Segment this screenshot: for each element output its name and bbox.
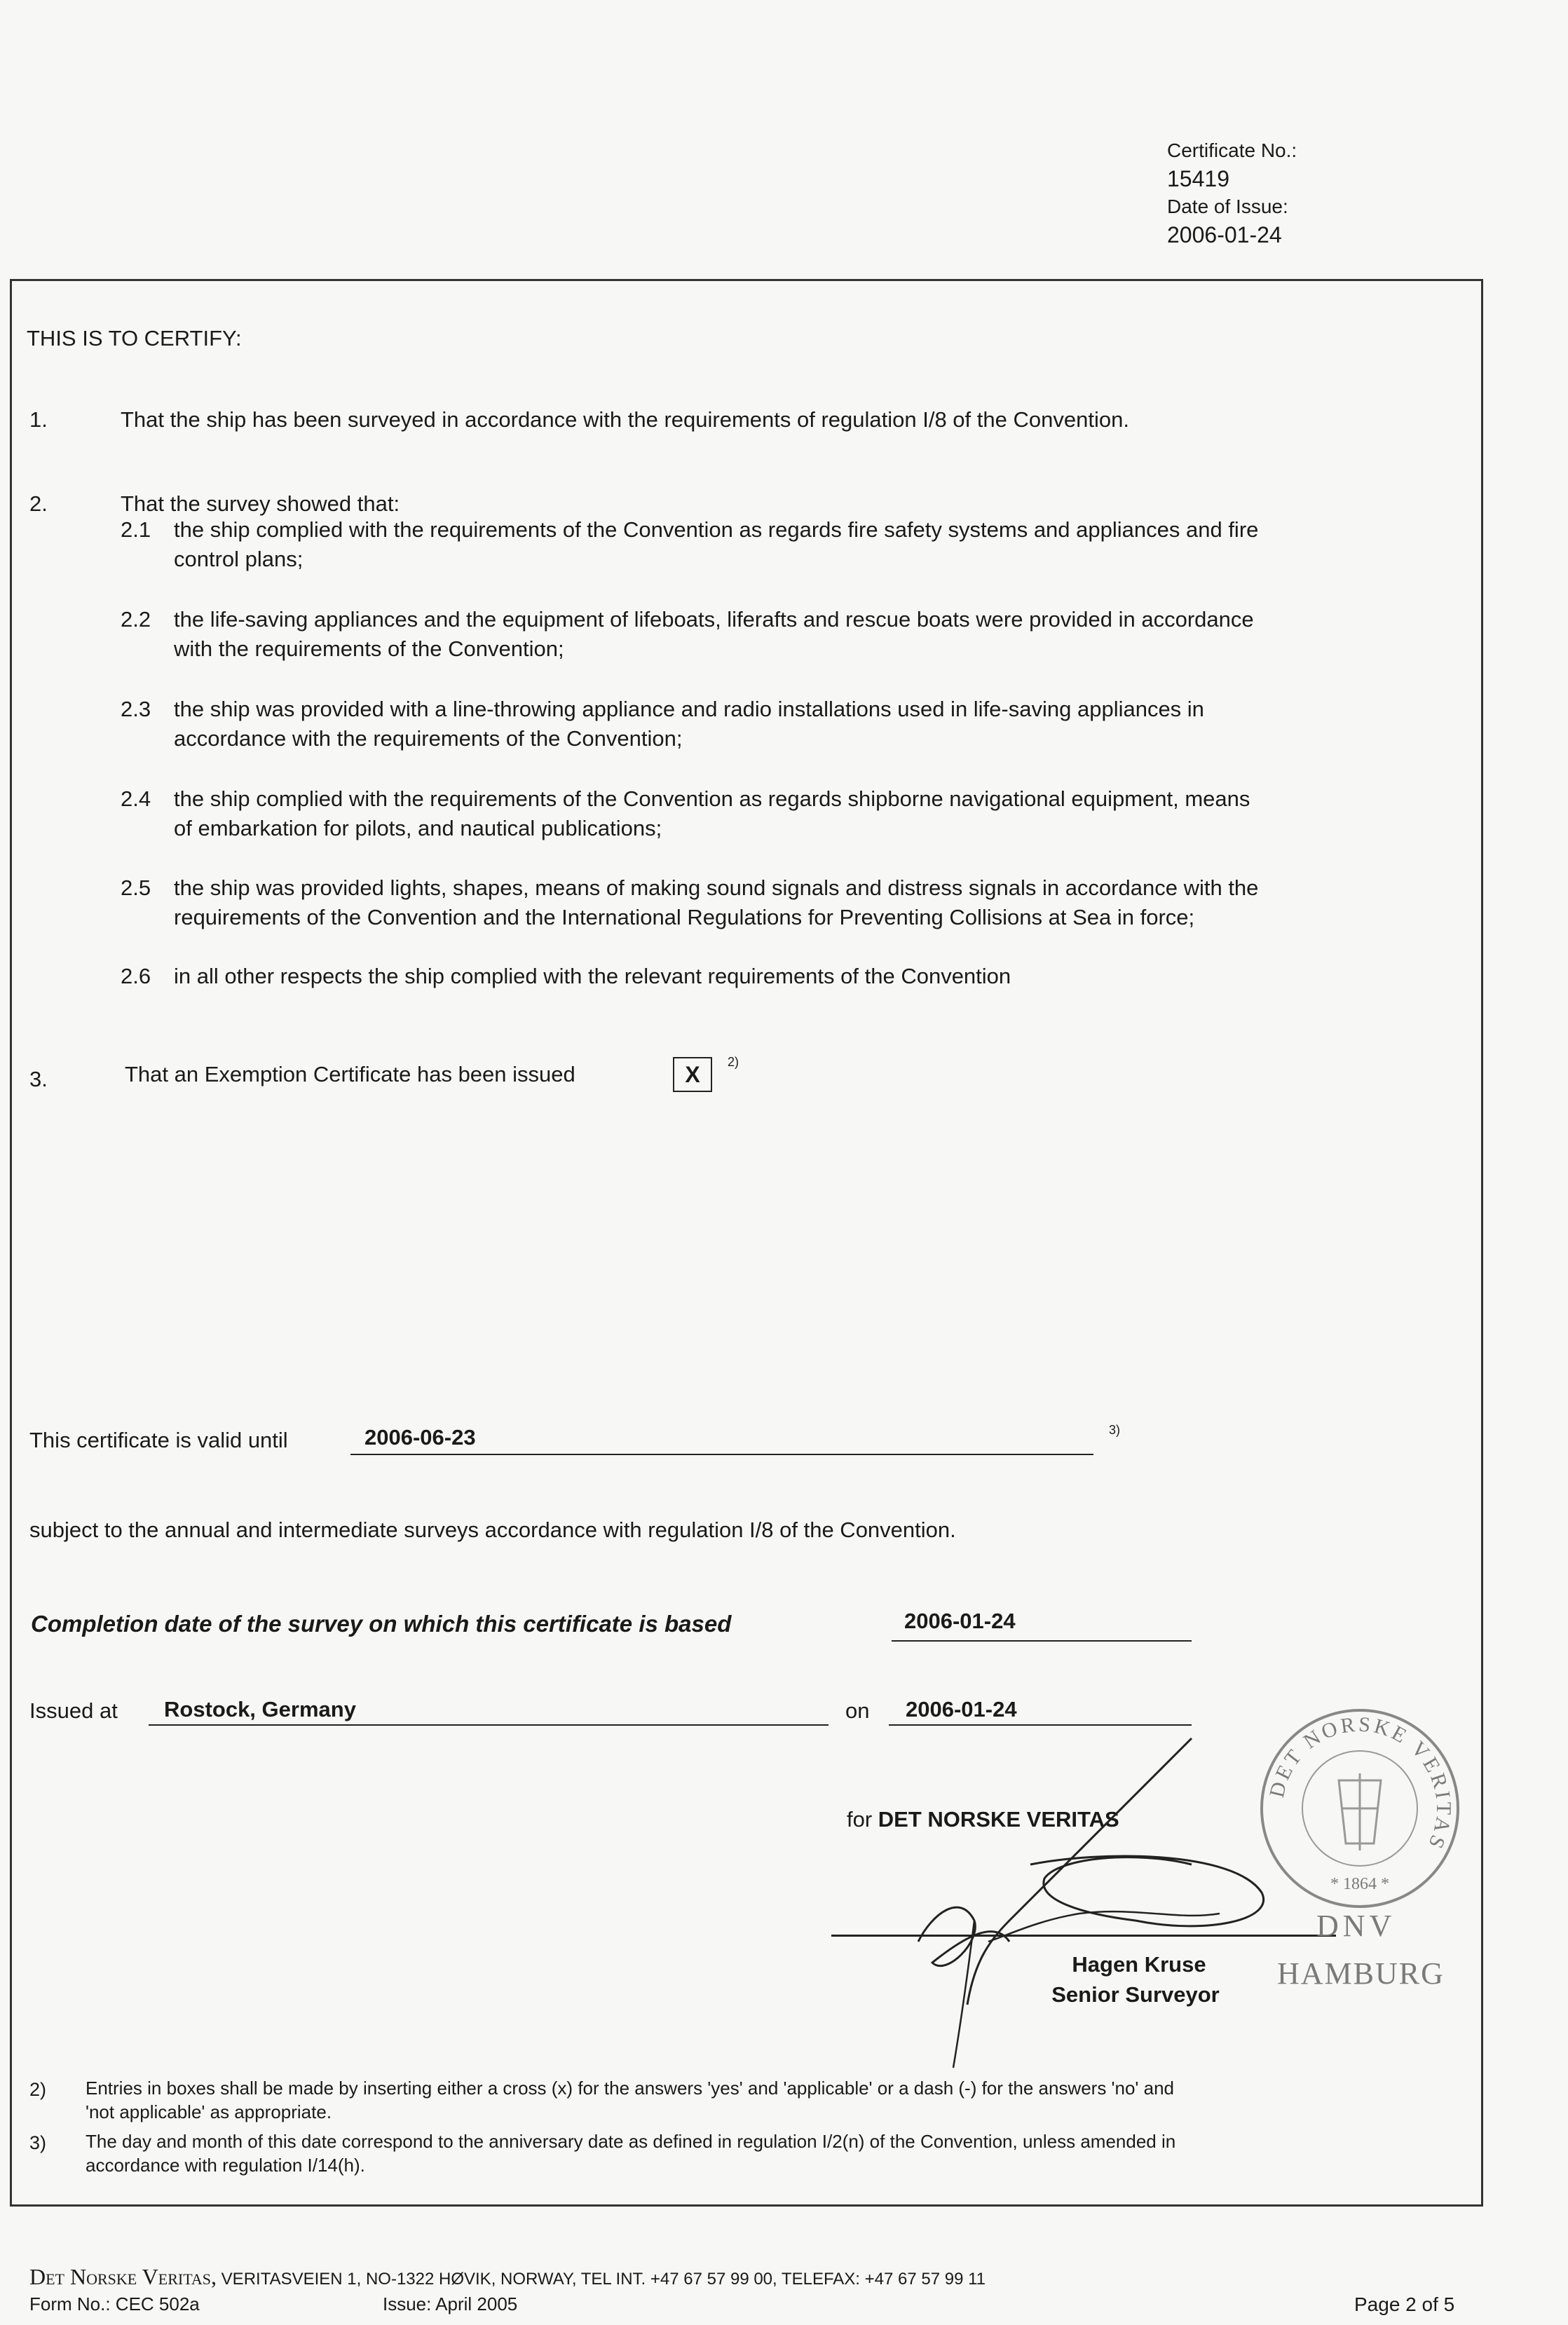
subitem-text: the ship complied with the requirements of the Convention as regards fire safety systems and appliances and fire control plans;: [174, 517, 1259, 571]
valid-until-date: 2006-06-23: [364, 1425, 476, 1450]
on-label: on: [845, 1698, 870, 1723]
show-through-text: [561, 0, 568, 33]
issued-place: Rostock, Germany: [164, 1697, 356, 1721]
subitem-text: the ship was provided with a line-throwing appliance and radio installations used in life-saving appliances in accordance with the requirements of the Convention;: [174, 697, 1204, 751]
footnote-ref: 2): [728, 1055, 739, 1069]
date-of-issue-label: Date of Issue:: [1167, 196, 1288, 217]
footer-page-number: Page 2 of 5: [1354, 2293, 1455, 2315]
footnote-text: The day and month of this date correspond to the anniversary date as defined in regulation I/2(n) of the Convention, unless amended in accordance with regulation I/14(h).: [86, 2131, 1176, 2176]
handwritten-signature: [869, 1710, 1304, 2075]
issued-at-label: Issued at: [29, 1698, 118, 1723]
footnote-number: 2): [29, 2079, 47, 2100]
footnote-ref: 3): [1109, 1423, 1121, 1437]
issued-place-underline: [149, 1724, 829, 1726]
subitem-number: 2.6: [121, 964, 151, 988]
svg-text:* 1864 *: * 1864 *: [1330, 1875, 1389, 1893]
certificate-no: 15419: [1167, 166, 1229, 191]
item-number: 2.: [29, 491, 48, 516]
certificate-header: [1167, 137, 1297, 249]
subitem-number: 2.2: [121, 607, 151, 632]
subitem-number: 2.1: [121, 517, 151, 542]
subitem-text: the ship complied with the requirements of the Convention as regards shipborne navigational equipment, means of embarkation for pilots, and nautical publications;: [174, 786, 1250, 840]
certify-heading: THIS IS TO CERTIFY:: [27, 326, 242, 350]
footer-issue: Issue: April 2005: [383, 2293, 518, 2314]
footer-company: Det Norske Veritas,: [29, 2264, 217, 2289]
subitem-number: 2.5: [121, 875, 151, 900]
exemption-checkbox[interactable]: X: [673, 1057, 712, 1092]
subitem-number: 2.4: [121, 786, 151, 811]
exemption-text: That an Exemption Certificate has been issued: [125, 1062, 575, 1086]
signatory-name: Hagen Kruse: [1072, 1952, 1206, 1977]
item-text: That the survey showed that:: [121, 491, 400, 516]
completion-date: 2006-01-24: [904, 1609, 1016, 1633]
issued-date: 2006-01-24: [906, 1697, 1017, 1721]
subitem-text: the life-saving appliances and the equipment of lifeboats, liferafts and rescue boats were provided in accordance with the requirements of the Convention;: [174, 607, 1254, 661]
subitem-number: 2.3: [121, 697, 151, 721]
footnote-text: Entries in boxes shall be made by inserting either a cross (x) for the answers 'yes' and 'applicable' or a dash (-) for the answers 'no' and 'not applicable' as appropriate.: [86, 2078, 1174, 2122]
footer-address: VERITASVEIEN 1, NO-1322 HØVIK, NORWAY, TEL INT. +47 67 57 99 00, TELEFAX: +47 67 57 99 11: [221, 2270, 986, 2289]
item-text: That the ship has been surveyed in accordance with the requirements of regulation I/8 of the Convention.: [121, 407, 1129, 432]
svg-text:DET NORSKE VERITAS: DET NORSKE VERITAS: [1264, 1712, 1456, 1855]
for-organization: for DET NORSKE VERITAS: [847, 1807, 1119, 1832]
stamp-dnv: DNV: [1316, 1909, 1396, 1943]
item-number: 1.: [29, 407, 48, 432]
subject-text: subject to the annual and intermediate surveys accordance with regulation I/8 of the Convention.: [29, 1518, 956, 1542]
stamp-location: HAMBURG: [1277, 1956, 1445, 1991]
completion-underline: [892, 1640, 1192, 1642]
signatory-title: Senior Surveyor: [1051, 1982, 1220, 2007]
footer-form-no: Form No.: CEC 502a: [29, 2293, 200, 2314]
footer-company-line: [29, 2264, 986, 2290]
date-of-issue: 2006-01-24: [1167, 222, 1282, 247]
subitem-text: the ship was provided lights, shapes, means of making sound signals and distress signals in accordance with the requirements of the Convention and the International Regulations for Preventing Collisions at Sea in force;: [174, 875, 1259, 929]
certificate-no-label: Certificate No.:: [1167, 139, 1297, 161]
footnote-number: 3): [29, 2132, 47, 2153]
dnv-seal-stamp: [1255, 1703, 1465, 1914]
valid-until-label: This certificate is valid until: [29, 1428, 288, 1452]
valid-until-underline: [350, 1454, 1093, 1455]
completion-label: Completion date of the survey on which this certificate is based: [31, 1611, 732, 1637]
subitem-text: in all other respects the ship complied with the relevant requirements of the Convention: [174, 964, 1011, 988]
item-number: 3.: [29, 1067, 48, 1091]
